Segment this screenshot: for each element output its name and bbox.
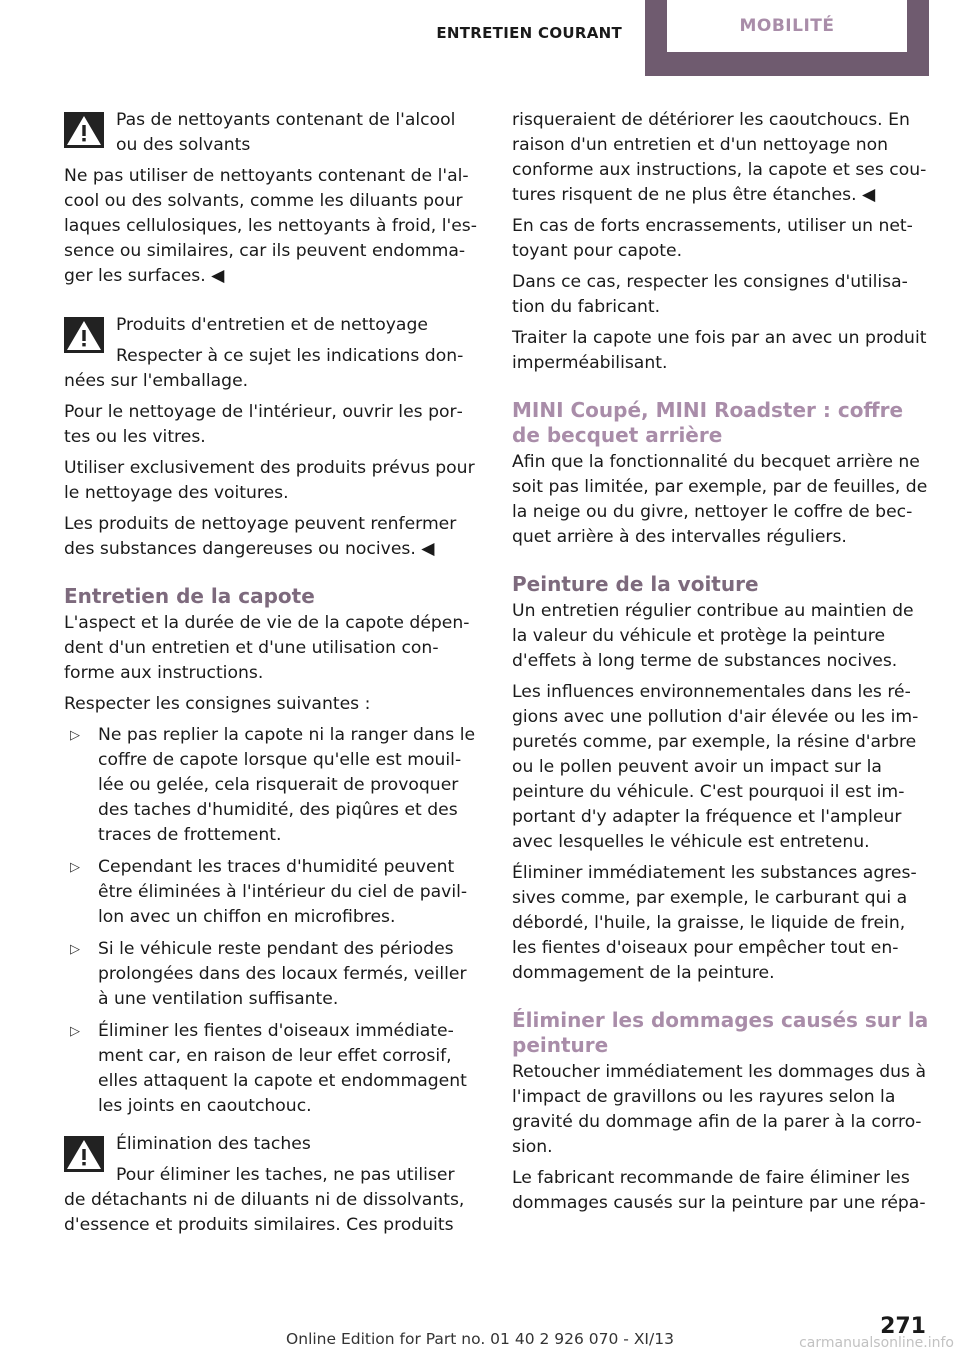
warning-body: Ne pas utiliser de nettoyants contenant de l'alcool ou des solvants, comme les diluants pour laques cellulosiques, les nettoyants à froid, l'essence ou similaires, car ils peuvent endommager les surfaces. ◀ <box>64 166 477 286</box>
bullet-triangle-icon: ▷ <box>70 942 80 957</box>
warning-title: Pas de nettoyants contenant de l'alcool ou des solvants <box>116 110 456 155</box>
warning-title: Produits d'entretien et de nettoyage <box>116 315 428 335</box>
list-item: ▷ Ne pas replier la capote ni la ranger dans le coffre de capote lorsque qu'elle est mouillée ou gelée, cela risquerait de provoquer des taches d'humidité, des piqûres et des traces de frottement. <box>70 725 476 845</box>
bullet-triangle-icon: ▷ <box>70 1024 80 1039</box>
bullet-triangle-icon: ▷ <box>70 860 80 875</box>
paragraph: Éliminer immédiatement les substances agressives comme, par exemple, le carburant qui a débordé, l'huile, la graisse, le liquide de frein, les fientes d'oiseaux pour empêcher tout endommagement de la peinture. <box>512 863 917 983</box>
warning-block-products <box>64 313 480 394</box>
warning-body: Respecter à ce sujet les indications données sur l'emballage. <box>64 346 464 391</box>
paragraph: L'aspect et la durée de vie de la capote dépendent d'un entretien et d'une utilisation conforme aux instructions. <box>64 613 470 683</box>
page-number: 271 <box>880 1314 926 1339</box>
section-heading-spoiler: MINI Coupé, MINI Roadster : coffre de becquet arrière <box>512 398 904 447</box>
section-title: ENTRETIEN COURANT <box>436 24 622 42</box>
paragraph: Un entretien régulier contribue au maintien de la valeur du véhicule et protège la peinture d'effets à long terme de substances nocives. <box>512 601 914 671</box>
left-column <box>64 108 480 1244</box>
paragraph: Utiliser exclusivement des produits prévus pour le nettoyage des voitures. <box>64 458 475 503</box>
bullet-triangle-icon: ▷ <box>70 728 80 743</box>
chapter-tab-label: MOBILITÉ <box>667 0 907 52</box>
paragraph: Les influences environnementales dans les régions avec une pollution d'air élevée ou les impuretés comme, par exemple, la résine d'arbre ou le pollen peuvent avoir un impact sur la peinture du véhicule. C'est pourquoi il est important d'y adapter la fréquence et l'ampleur avec lesquelles le véhicule est entretenu. <box>512 682 919 852</box>
list-item: ▷ Éliminer les fientes d'oiseaux immédiatement car, en raison de leur effet corrosif, elles attaquent la capote et endommagent les joints en caoutchouc. <box>70 1021 467 1116</box>
list-item: ▷ Cependant les traces d'humidité peuvent être éliminées à l'intérieur du ciel de pavillon avec un chiffon en microfibres. <box>70 857 468 927</box>
paragraph: Dans ce cas, respecter les consignes d'utilisation du fabricant. <box>512 272 908 317</box>
paragraph: Traiter la capote une fois par an avec un produit imperméabilisant. <box>512 328 927 373</box>
watermark: carmanualsonline.info <box>799 1335 954 1351</box>
paragraph: Retoucher immédiatement les dommages dus à l'impact de gravillons ou les rayures selon la gravité du dommage afin de la parer à la corrosion. <box>512 1062 926 1157</box>
paragraph: Afin que la fonctionnalité du becquet arrière ne soit pas limitée, par exemple, par de feuilles, de la neige ou du givre, nettoyer le coffre de becquet arrière à des intervalles réguliers. <box>512 452 928 547</box>
paragraph: Respecter les consignes suivantes : <box>64 694 371 714</box>
warning-triangle-icon <box>64 112 104 148</box>
warning-body: Pour éliminer les taches, ne pas utiliser de détachants ni de diluants ni de dissolvants, d'essence et produits similaires. Ces produits <box>64 1165 465 1235</box>
warning-triangle-icon <box>64 1136 104 1172</box>
paragraph: Pour le nettoyage de l'intérieur, ouvrir les portes ou les vitres. <box>64 402 463 447</box>
section-heading-capote: Entretien de la capote <box>64 584 315 608</box>
right-column <box>512 108 930 1222</box>
warning-title: Élimination des taches <box>116 1134 311 1154</box>
page-header <box>0 0 960 76</box>
instructions-list <box>64 723 480 1119</box>
section-heading-paint: Peinture de la voiture <box>512 572 759 596</box>
footer-edition: Online Edition for Part no. 01 40 2 926 070 - XI/13 <box>286 1330 674 1348</box>
paragraph: Les produits de nettoyage peuvent renfermer des substances dangereuses ou nocives. ◀ <box>64 514 457 559</box>
paragraph: risqueraient de détériorer les caoutchoucs. En raison d'un entretien et d'un nettoyage non conforme aux instructions, la capote et ses coutures risquent de ne plus être étanches. ◀ <box>512 110 927 205</box>
chapter-tab <box>645 0 929 76</box>
warning-block-stains <box>64 1132 480 1238</box>
warning-triangle-icon <box>64 317 104 353</box>
paragraph: Le fabricant recommande de faire éliminer les dommages causés sur la peinture par une répa- <box>512 1168 926 1213</box>
section-heading-paint-damage: Éliminer les dommages causés sur la peinture <box>512 1008 929 1057</box>
warning-block-alcohol <box>64 108 480 158</box>
list-item: ▷ Si le véhicule reste pendant des périodes prolongées dans des locaux fermés, veiller à une ventilation suffisante. <box>70 939 467 1009</box>
paragraph: En cas de forts encrassements, utiliser un nettoyant pour capote. <box>512 216 913 261</box>
